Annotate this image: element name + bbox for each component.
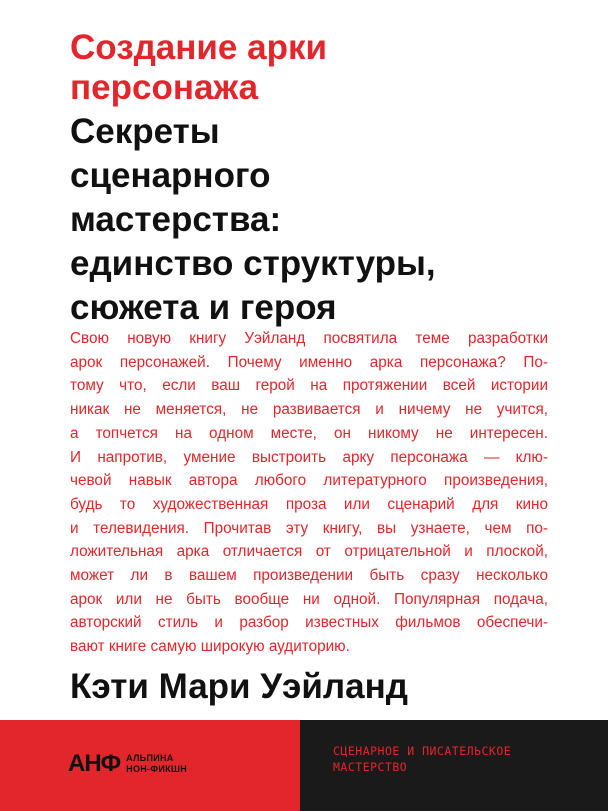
description-line: а топчется на одном месте, он никому не интересен. [70,424,548,442]
book-subtitle-line-3: мастерства: [70,200,282,239]
book-subtitle-line-4: единство структуры, [70,244,436,283]
series-name-line-1: СЦЕНАРНОЕ И ПИСАТЕЛЬСКОЕ [333,744,512,758]
book-title [70,28,570,108]
book-subtitle-line-5: сюжета и героя [70,288,337,327]
publisher-panel [0,720,300,811]
publisher-name-line-1: АЛЬПИНА [126,753,174,763]
book-subtitle-line-2: сценарного [70,156,271,195]
description-line: никак не меняется, не развивается и ничему не учится, [70,401,548,419]
book-title-line-2: персонажа [70,68,259,107]
publisher-name [126,753,187,775]
description-line: арок или не быть вообще ни одной. Популярная подача, [70,590,548,608]
author-name: Кэти Мари Уэйланд [70,667,408,706]
description-line: арок персонажей. Почему именно арка персонажа? По- [70,353,548,371]
description-line: тому что, если ваш герой на протяжении всей истории [70,377,548,395]
description-line: чевой навык автора любого литературного произведения, [70,472,548,490]
book-subtitle-line-1: Секреты [70,112,220,151]
book-subtitle [70,110,590,330]
publisher-name-line-2: НОН-ФИКШН [126,764,188,774]
description-line: авторский стиль и разбор известных фильмов обеспечи- [70,614,548,632]
description-line: будь то художественная проза или сценарий для кино [70,495,548,513]
book-title-line-1: Создание арки [70,28,327,67]
publisher-logo-mark: АНФ [68,750,121,777]
description-line: и телевидения. Прочитав эту книгу, вы узнаете, чем по- [70,519,548,537]
description-line: вают книге самую широкую аудиторию. [70,638,350,656]
description-line: ложительная арка отличается от отрицательной и плоской, [70,543,548,561]
series-panel [300,720,608,811]
description-line: Свою новую книгу Уэйланд посвятила теме разработки [70,330,548,347]
series-name-line-2: МАСТЕРСТВО [333,760,408,774]
cover-footer [0,720,608,811]
description-line: И напротив, умение выстроить арку персонажа — клю- [70,448,548,466]
series-name [333,743,593,775]
book-description [70,327,548,659]
publisher-logo [68,744,187,784]
description-line: может ли в вашем произведении быть сразу несколько [70,567,548,585]
